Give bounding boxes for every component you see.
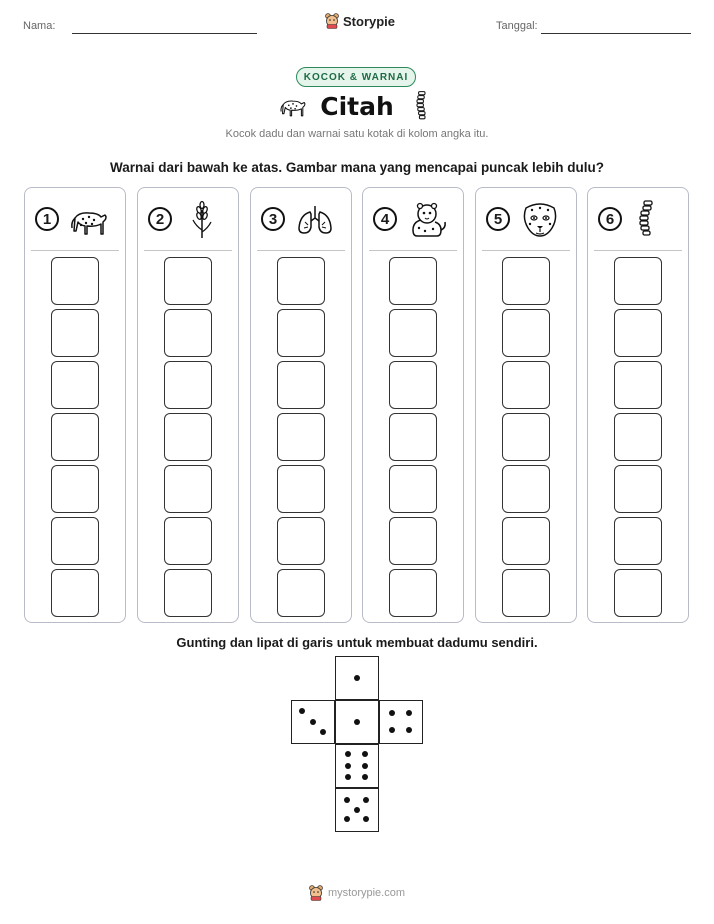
dice-pip [354,675,360,681]
column-number: 6 [598,207,622,231]
column-2 [137,187,239,623]
dice-pip [345,763,351,769]
column-4 [362,187,464,623]
column-divider [31,250,119,251]
cheetah-cub-icon [407,200,447,240]
column-divider [257,250,345,251]
name-label: Nama: [23,20,56,32]
color-box[interactable] [277,361,325,409]
column-number: 4 [373,207,397,231]
color-box[interactable] [389,257,437,305]
color-box[interactable] [277,309,325,357]
dice-face-center [335,700,379,744]
color-box[interactable] [277,257,325,305]
color-box[interactable] [502,569,550,617]
lungs-icon [295,200,335,240]
column-6 [587,187,689,623]
dice-pip [345,774,351,780]
page-title: Citah [320,92,394,121]
color-box[interactable] [164,361,212,409]
coloring-instruction: Warnai dari bawah ke atas. Gambar mana yang mencapai puncak lebih dulu? [110,160,604,175]
column-divider [482,250,570,251]
footer [0,885,714,901]
color-box[interactable] [164,517,212,565]
date-label: Tanggal: [496,20,538,32]
color-box[interactable] [164,309,212,357]
name-line[interactable] [72,33,257,34]
color-box[interactable] [502,361,550,409]
dice-pip [362,774,368,780]
dice-face-left [291,700,335,744]
color-box[interactable] [164,257,212,305]
color-box[interactable] [51,413,99,461]
color-box[interactable] [164,413,212,461]
color-box[interactable] [164,465,212,513]
dice-face-right [379,700,423,744]
color-box[interactable] [389,361,437,409]
color-box[interactable] [389,413,437,461]
color-box[interactable] [277,517,325,565]
color-box[interactable] [614,309,662,357]
cheetah-face-icon [520,200,560,240]
cut-instruction: Gunting dan lipat di garis untuk membuat dadumu sendiri. [176,635,538,650]
dice-face-top [335,656,379,700]
dice-pip [406,727,412,733]
column-5 [475,187,577,623]
column-1 [24,187,126,623]
column-number: 3 [261,207,285,231]
brand-name: Storypie [343,13,396,29]
spine-icon [410,90,432,122]
color-box[interactable] [614,413,662,461]
dice-pip [310,719,316,725]
color-box[interactable] [51,309,99,357]
dice-pip [345,751,351,757]
color-box[interactable] [614,517,662,565]
color-box[interactable] [502,413,550,461]
column-header [363,188,463,250]
activity-badge: KOCOK & WARNAI [296,67,416,87]
color-box[interactable] [51,465,99,513]
color-box[interactable] [51,569,99,617]
color-box[interactable] [389,517,437,565]
color-box[interactable] [502,465,550,513]
column-number: 1 [35,207,59,231]
dice-pip [344,816,350,822]
cheetah-icon [69,200,109,240]
column-divider [369,250,457,251]
dice-face-bottom [335,788,379,832]
color-box[interactable] [614,465,662,513]
spine-icon [632,200,672,240]
color-box[interactable] [51,361,99,409]
bear-icon [325,13,339,29]
column-number: 5 [486,207,510,231]
color-box[interactable] [277,413,325,461]
color-box[interactable] [389,569,437,617]
dice-pip [362,763,368,769]
dice-pip [299,708,305,714]
page-subtitle: Kocok dadu dan warnai satu kotak di kolom angka itu. [225,128,489,140]
dice-pip [363,816,369,822]
color-box[interactable] [614,257,662,305]
color-box[interactable] [389,309,437,357]
column-divider [594,250,682,251]
bear-icon [309,885,323,901]
column-3 [250,187,352,623]
dice-pip [320,729,326,735]
dice-pip [389,727,395,733]
dice-pip [344,797,350,803]
column-number: 2 [148,207,172,231]
color-box[interactable] [51,517,99,565]
date-line[interactable] [541,33,691,34]
column-header [138,188,238,250]
footer-url[interactable]: mystorypie.com [327,887,406,899]
color-box[interactable] [502,309,550,357]
dice-face-lower [335,744,379,788]
column-header [25,188,125,250]
column-header [588,188,688,250]
column-header [476,188,576,250]
color-box[interactable] [51,257,99,305]
color-box[interactable] [389,465,437,513]
color-box[interactable] [502,517,550,565]
color-box[interactable] [502,257,550,305]
dice-pip [354,719,360,725]
dice-pip [389,710,395,716]
color-box[interactable] [164,569,212,617]
storypie-logo [325,13,395,29]
wheat-icon [182,200,222,240]
dice-pip [363,797,369,803]
dice-pip [362,751,368,757]
column-header [251,188,351,250]
color-box[interactable] [277,569,325,617]
color-box[interactable] [614,361,662,409]
color-box[interactable] [277,465,325,513]
dice-pip [354,807,360,813]
dice-pip [406,710,412,716]
color-box[interactable] [614,569,662,617]
column-divider [144,250,232,251]
